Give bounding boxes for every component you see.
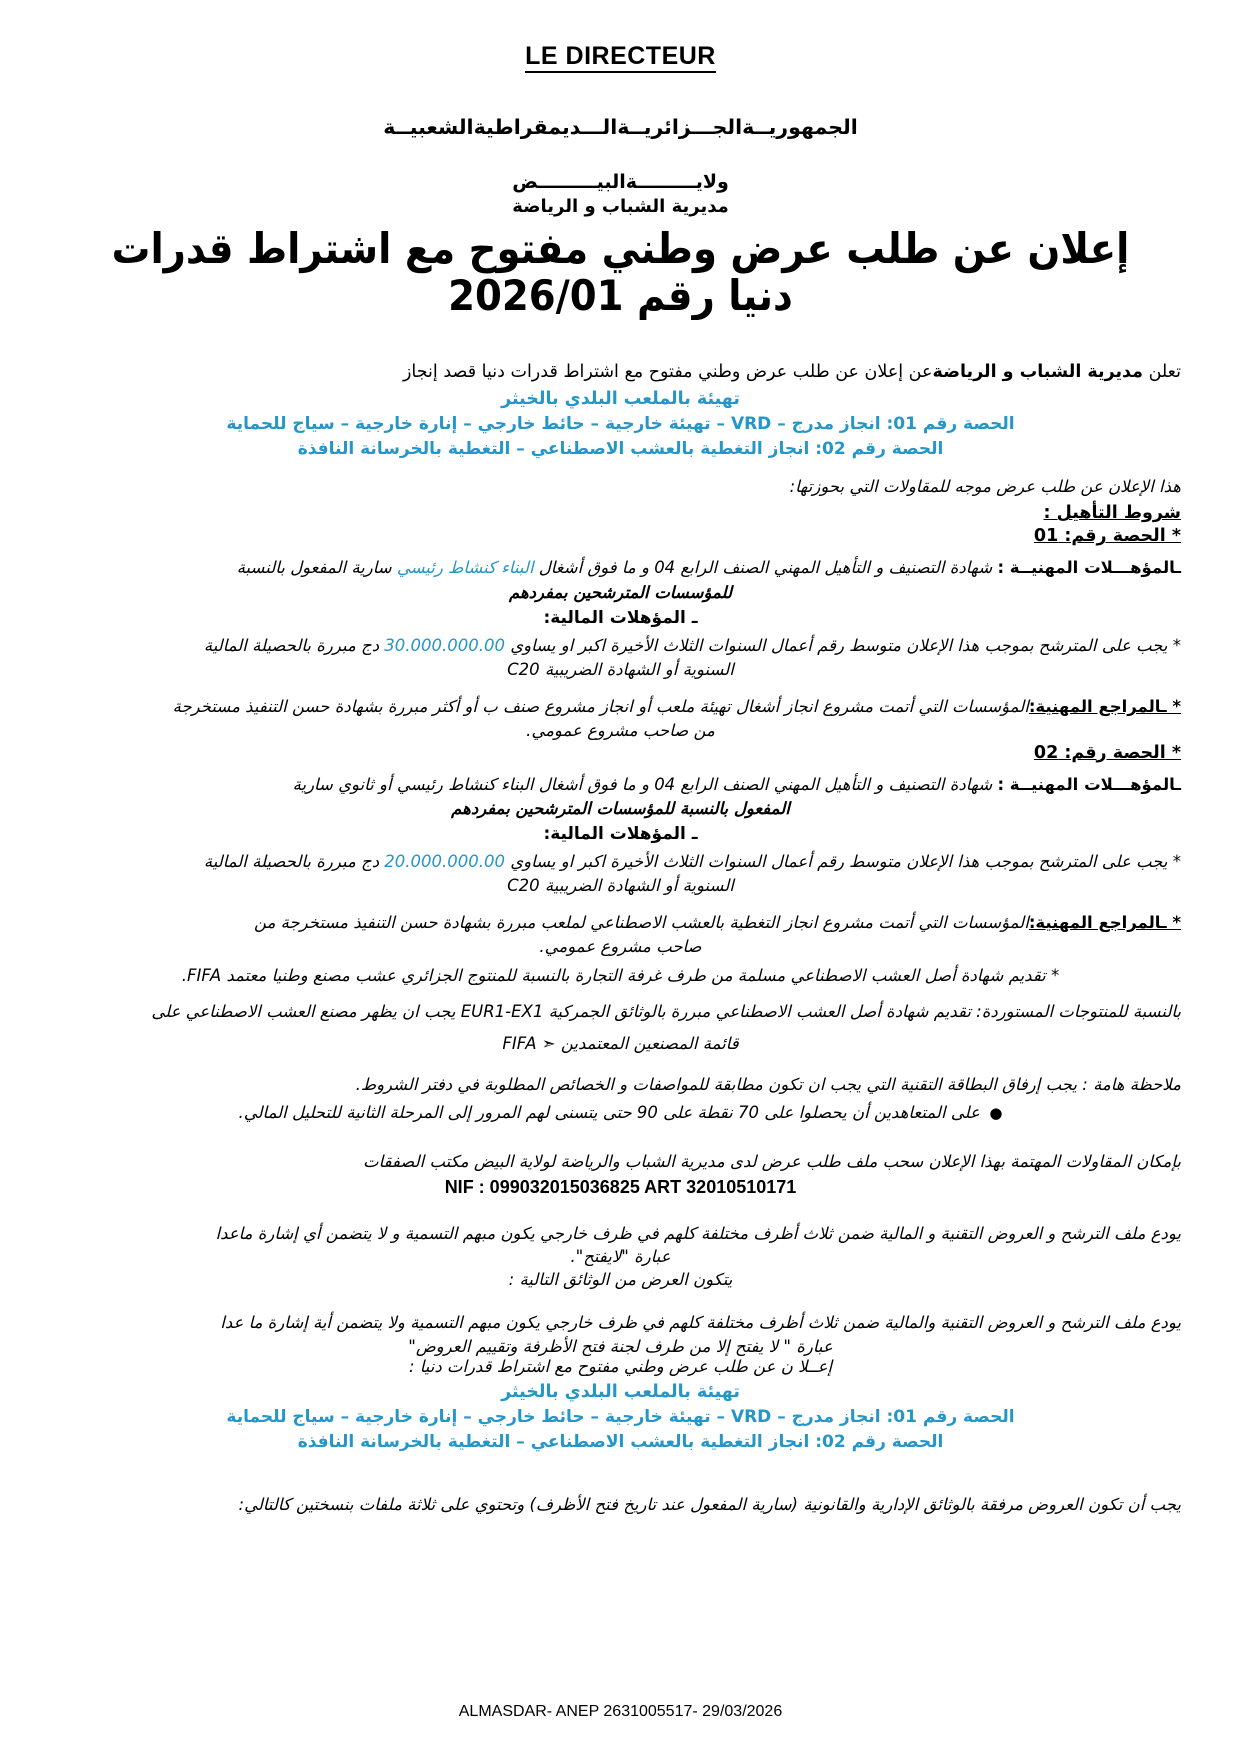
lot-01-fin-amount: 30.000.000.00	[384, 636, 506, 656]
republic-line: الجمهوريــةالجـــزائريــةالـــديمقراطيةالشعبيــة	[383, 115, 858, 139]
lot-01-financial-line2: السنوية أو الشهادة الضريبية C20	[507, 659, 734, 679]
fifa-certificate-imported: بالنسبة للمنتوجات المستوردة: تقديم شهادة أصل العشب الاصطناعي مبررة بالوثائق الجمركية EUR1-EX1 يجب ان يظهر مصنع العشب الاصطناعي على	[151, 1001, 1181, 1021]
lot-01-refs-text: المؤسسات التي أتمت مشروع انجاز أشغال تهيئة ملعب أو انجاز مشروع صنف ب أو أكثر مبررة بشهادة حسن التنفيذ مستخرجة	[172, 696, 1029, 716]
lot-02-prof-label: ـالمؤهـــلات المهنيــة :	[997, 774, 1181, 794]
qualification-conditions-label: شروط التأهيل :	[1043, 503, 1181, 524]
lot-01-refs-line2: من صاحب مشروع عمومي.	[526, 720, 715, 740]
lot-02-description-repeat: الحصة رقم 02: انجاز التغطية بالعشب الاصطناعي – التغطية بالخرسانة النافذة	[297, 1432, 944, 1453]
lot-01-professional-references	[60, 695, 1181, 720]
footer-anep-reference: ALMASDAR- ANEP 2631005517- 29/03/2026	[458, 1703, 783, 1720]
deposit-paragraph-2: يودع ملف الترشح و العروض التقنية والمالية ضمن ثلاث أظرف مختلفة كلهم في ظرف خارجي يكون مبهم التسمية ولا يتضمن أية إشارة ما عدا	[220, 1313, 1181, 1333]
lot-02-fin-text-b: دج مبررة بالحصيلة المالية	[203, 852, 385, 872]
lot-01-heading	[60, 526, 1181, 546]
lot-02-refs-line2: صاحب مشروع عمومي.	[539, 936, 702, 956]
file-withdrawal-paragraph: بإمكان المقاولات المهتمة بهذا الإعلان سحب ملف طلب عرض لدى مديرية الشباب والرياضة لولاية البيض مكتب الصفقات	[363, 1151, 1181, 1171]
scoring-bullet-text: على المتعاهدين أن يحصلوا على 70 نقطة على 90 حتى يتسنى لهم المرور إلى المرحلة الثانية للتحليل المالي.	[238, 1103, 980, 1123]
lot-01-professional-qualifications	[60, 556, 1181, 581]
lot-02-refs-text: المؤسسات التي أتمت مشروع انجاز التغطية بالعشب الاصطناعي لملعب مبررة بشهادة حسن التنفيذ مستخرجة من	[254, 913, 1029, 933]
lot-01-fin-text-b: دج مبررة بالحصيلة المالية	[203, 636, 385, 656]
final-note-paragraph: يجب أن تكون العروض مرفقة بالوثائق الإدارية والقانونية (سارية المفعول عند تاريخ فتح الأظرف) وتحتوي على ثلاثة ملفات بنسختين كالتالي:	[238, 1495, 1181, 1515]
lot-02-financial-line2: السنوية أو الشهادة الضريبية C20	[507, 876, 734, 896]
lot-02-prof-text: شهادة التصنيف و التأهيل المهني الصنف الرابع 04 و ما فوق أشغال البناء كنشاط رئيسي أو ثانوي سارية	[292, 774, 998, 794]
lot-01-financial-text	[60, 634, 1181, 659]
directorate-line: مديرية الشباب و الرياضة	[512, 196, 729, 217]
lot-02-heading-label: * الحصة رقم: 02	[1033, 742, 1181, 763]
lot-02-financial-heading: ـ المؤهلات المالية:	[543, 824, 698, 845]
important-remark-label: ملاحظة هامة :	[1082, 1075, 1181, 1095]
lot-01-fin-text-a: * يجب على المترشح بموجب هذا الإعلان متوسط رقم أعمال السنوات الثلاث الأخيرة اكبر او يساوي	[505, 636, 1181, 656]
lot-01-prof-label: ـالمؤهـــلات المهنيــة :	[997, 558, 1181, 578]
deposit-paragraph-2-line3: إعــلا ن عن طلب عرض وطني مفتوح مع اشتراط قدرات دنيا :	[408, 1357, 833, 1377]
le-directeur-heading	[60, 0, 1181, 71]
lot-02-heading	[60, 743, 1181, 763]
fifa-manufacturers-list: قائمة المصنعين المعتمدين ➣ FIFA	[502, 1034, 739, 1054]
intro-directorate-name: مديرية الشباب و الرياضة	[932, 362, 1143, 383]
lot-01-heading-label: * الحصة رقم: 01	[1033, 526, 1181, 547]
lot-02-prof-line2-text: المفعول بالنسبة للمؤسسات المترشحين بمفردهم	[451, 799, 790, 819]
important-remark	[60, 1073, 1181, 1098]
lot-02-fin-amount: 20.000.000.00	[384, 852, 506, 872]
lot-01-refs-label: * ـالمراجع المهنية:	[1028, 696, 1181, 716]
intro-paragraph	[60, 359, 1181, 385]
le-directeur-label: LE DIRECTEUR	[525, 42, 716, 73]
important-remark-text: يجب إرفاق البطاقة التقنية التي يجب ان تكون مطابقة للمواصفات و الخصائص المطلوبة في دفتر الشروط.	[355, 1075, 1083, 1095]
lot-01-prof-line2: للمؤسسات المترشحين بمفردهم	[508, 583, 732, 603]
deposit-paragraph-1-line2: عبارة "لايفتح".	[570, 1247, 671, 1267]
lot-01-prof-text-a: شهادة التصنيف و التأهيل المهني الصنف الرابع 04 و ما فوق أشغال	[533, 558, 998, 578]
lot-01-prof-activity: البناء كنشاط رئيسي	[396, 558, 534, 578]
intro-lead-after: عن إعلان عن طلب عرض وطني مفتوح مع اشتراط قدرات دنيا قصد إنجاز	[402, 362, 933, 383]
lot-01-description-repeat: الحصة رقم 01: انجاز مدرج – VRD – تهيئة خارجية – حائط خارجي – إنارة خارجية – سياج للحماية	[226, 1407, 1015, 1428]
lot-01-prof-text-b: سارية المفعول بالنسبة	[236, 558, 397, 578]
bullet-icon: ●	[979, 1104, 1003, 1123]
nif-art-identifier: NIF : 099032015036825 ART 32010510171	[444, 1176, 797, 1197]
deposit-paragraph-2-line2: عبارة " لا يفتح إلا من طرف لجنة فتح الأظرفة وتقييم العروض"	[408, 1337, 833, 1357]
deposit-paragraph-1: يودع ملف الترشح و العروض التقنية و المالية ضمن ثلاث أظرف مختلفة كلهم في ظرف خارجي يكون مبهم التسمية و لا يتضمن أي إشارة ماعدا	[215, 1223, 1181, 1243]
lot-02-professional-references	[60, 911, 1181, 936]
project-site-label: تهيئة بالملعب البلدي بالخيثر	[501, 389, 740, 410]
lot-02-financial-text	[60, 850, 1181, 875]
tender-target-note: هذا الإعلان عن طلب عرض موجه للمقاولات التي بحوزتها:	[789, 477, 1181, 497]
lot-02-professional-qualifications	[60, 773, 1181, 798]
project-site-label-repeat: تهيئة بالملعب البلدي بالخيثر	[501, 1382, 740, 1403]
scoring-bullet	[60, 1101, 1181, 1126]
lot-02-refs-label: * ـالمراجع المهنية:	[1028, 913, 1181, 933]
qualification-conditions-heading	[60, 503, 1181, 523]
offer-composition-line: يتكون العرض من الوثائق التالية :	[508, 1270, 733, 1290]
intro-lead-before: تعلن	[1143, 362, 1181, 383]
lot-02-fin-text-a: * يجب على المترشح بموجب هذا الإعلان متوسط رقم أعمال السنوات الثلاث الأخيرة اكبر او يساوي	[505, 852, 1181, 872]
lot-01-financial-heading: ـ المؤهلات المالية:	[543, 608, 698, 629]
lot-02-prof-line2	[60, 799, 1181, 818]
page-title: إعلان عن طلب عرض وطني مفتوح مع اشتراط قدرات دنيا رقم 2026/01	[111, 224, 1130, 321]
lot-02-description: الحصة رقم 02: انجاز التغطية بالعشب الاصطناعي – التغطية بالخرسانة النافذة	[297, 439, 944, 460]
fifa-certificate-local: * تقديم شهادة أصل العشب الاصطناعي مسلمة من طرف غرفة التجارة بالنسبة للمنتوج الجزائري عشب مصنع وطنيا معتمد FIFA.	[181, 965, 1060, 985]
wilaya-line: ولايـــــــــةالبيـــــــــض	[512, 171, 729, 193]
lot-01-description: الحصة رقم 01: انجاز مدرج – VRD – تهيئة خارجية – حائط خارجي – إنارة خارجية – سياج للحماية	[226, 414, 1015, 435]
